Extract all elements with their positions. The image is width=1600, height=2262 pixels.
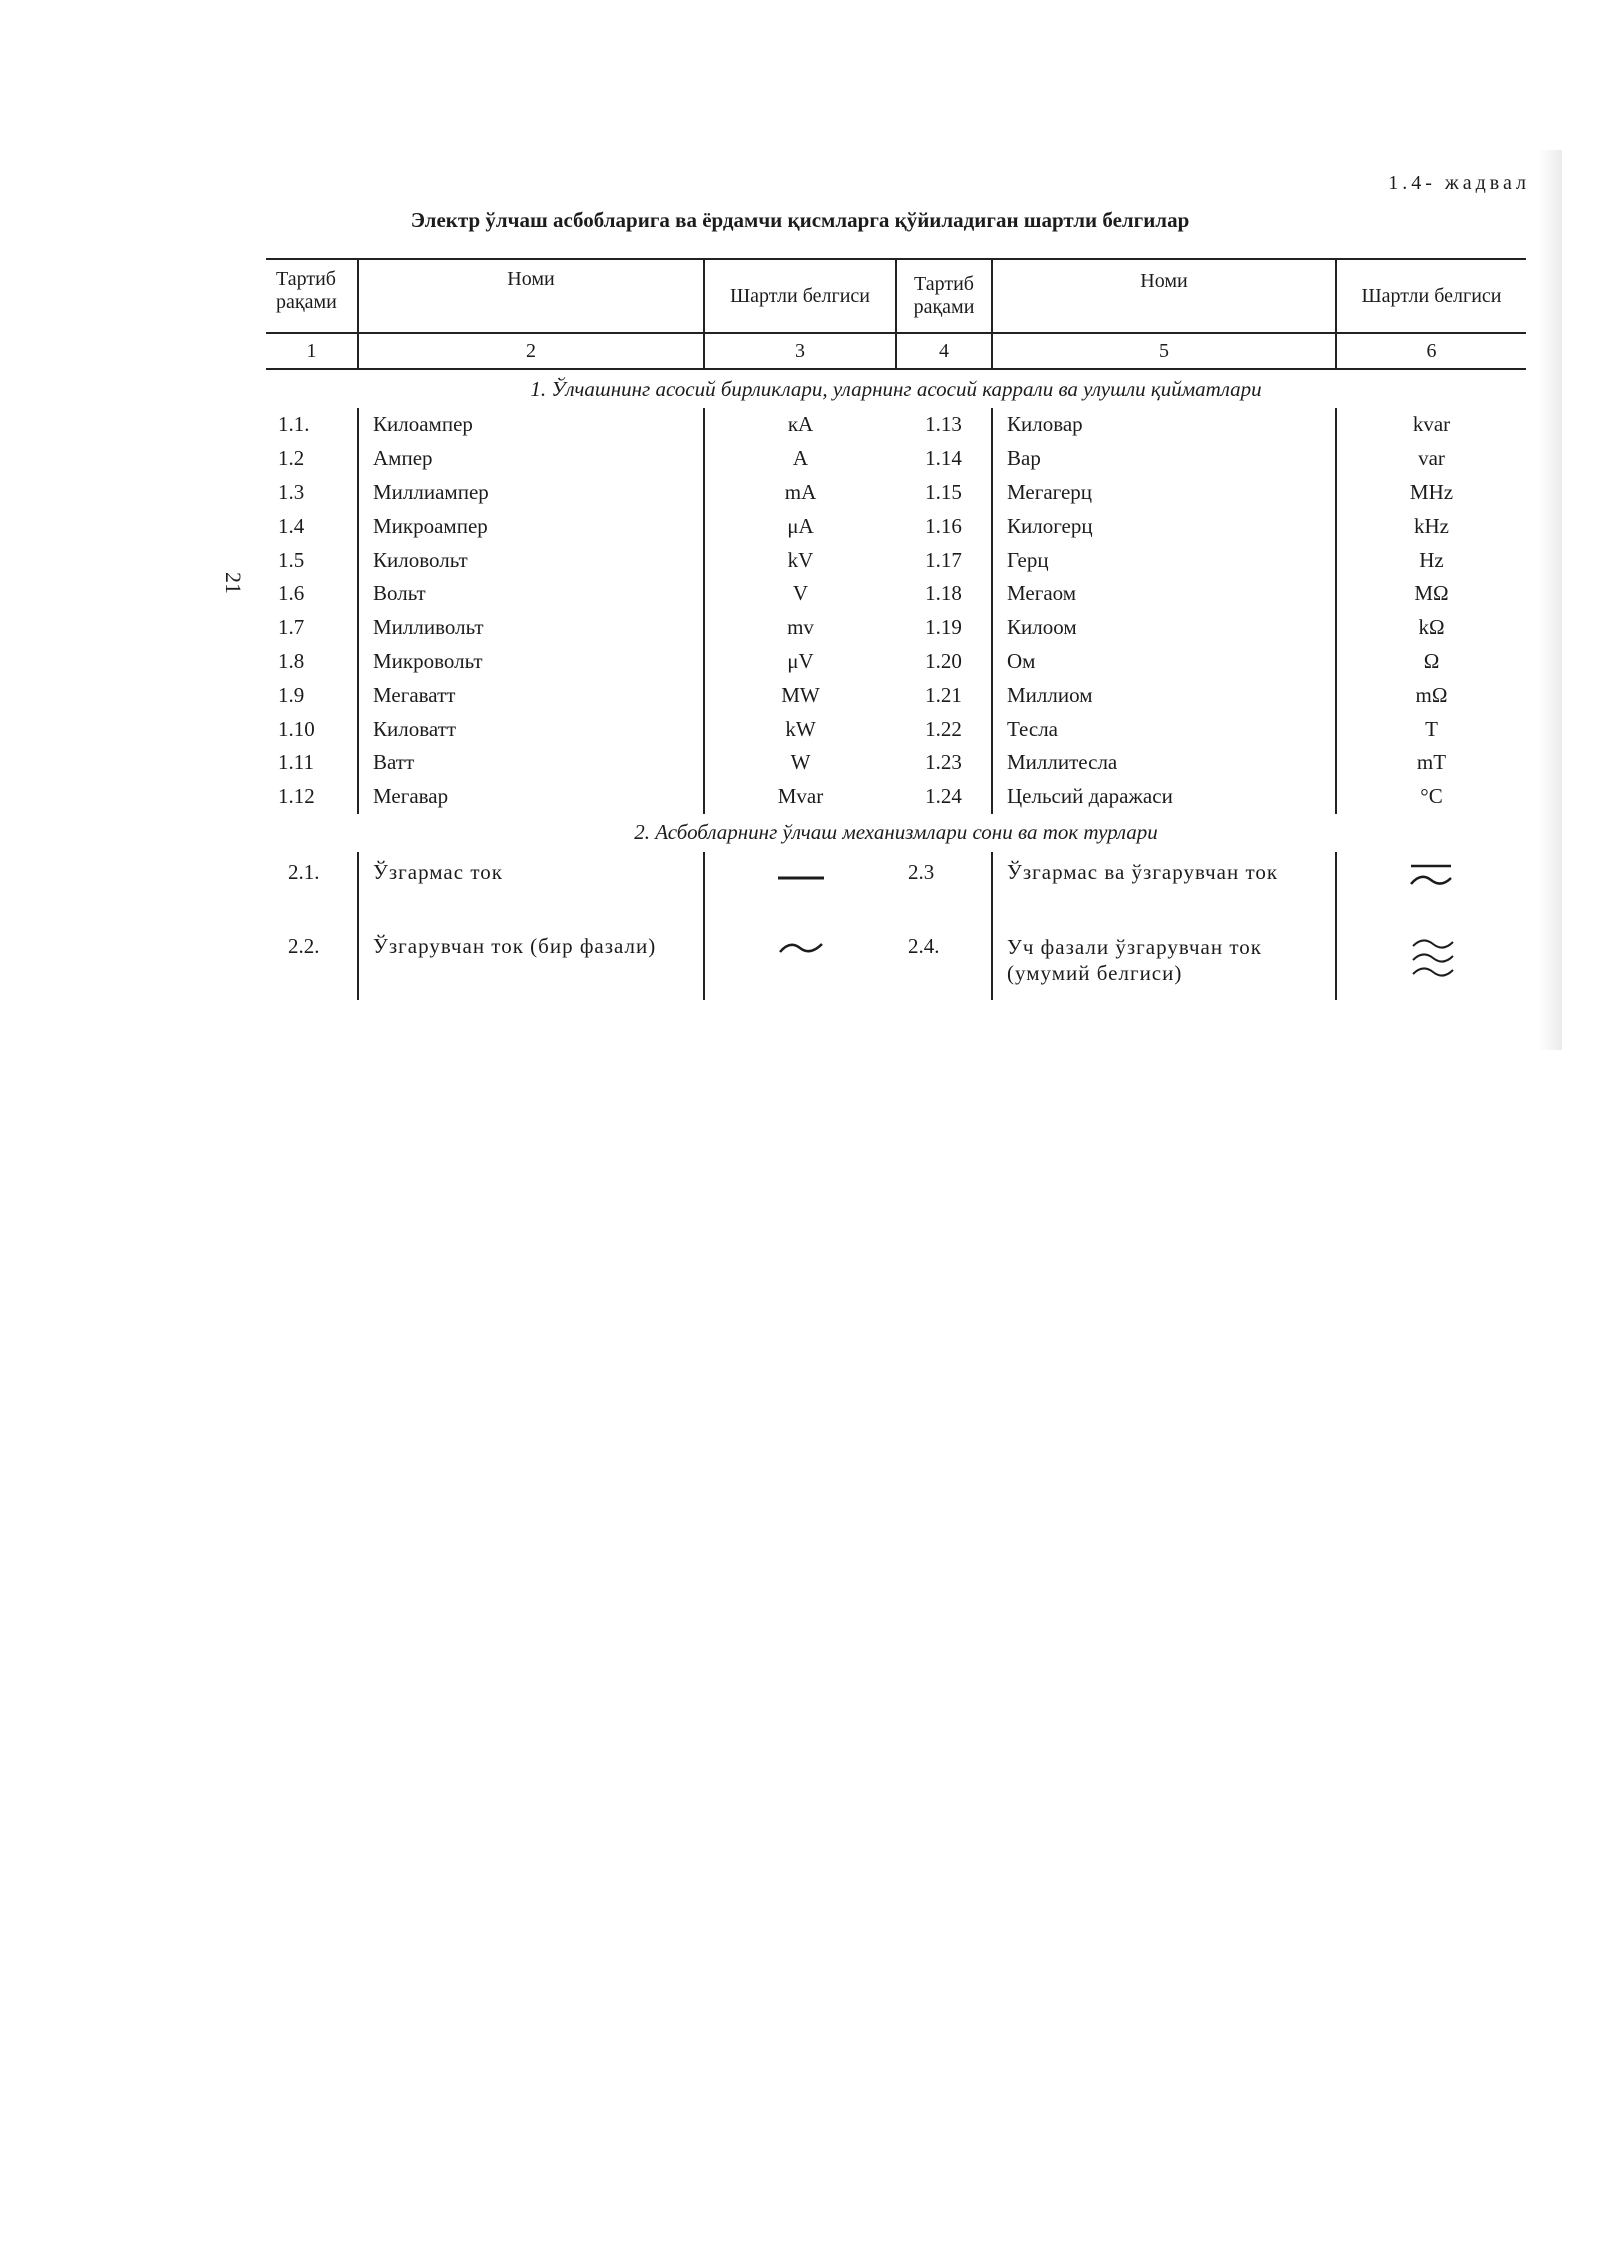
header-col5: Номи bbox=[992, 259, 1336, 333]
row-name-2: Киловар bbox=[992, 408, 1336, 442]
page-number: 21 bbox=[221, 572, 246, 594]
header-col1: Тартиб рақами bbox=[266, 259, 358, 333]
row-name: Микровольт bbox=[358, 645, 704, 679]
row-symbol: A bbox=[704, 442, 896, 476]
row-name: Килоампер bbox=[358, 408, 704, 442]
row-symbol-2: mT bbox=[1336, 746, 1526, 780]
row-symbol: μA bbox=[704, 509, 896, 543]
column-number: 4 bbox=[896, 333, 992, 369]
column-number: 1 bbox=[266, 333, 358, 369]
row-code-2: 1.18 bbox=[925, 581, 962, 606]
table-row bbox=[266, 442, 1526, 476]
table-row bbox=[266, 543, 1526, 577]
row-code-2: 1.21 bbox=[925, 682, 962, 707]
row-code: 1.2 bbox=[278, 446, 305, 471]
row-name: Ампер bbox=[358, 442, 704, 476]
table-row bbox=[266, 408, 1526, 442]
table-row bbox=[266, 577, 1526, 611]
row-code: 1.9 bbox=[278, 682, 305, 707]
row-name-2: Мегаом bbox=[992, 577, 1336, 611]
row-name: Мегавар bbox=[358, 780, 704, 814]
row-symbol-2: kHz bbox=[1336, 509, 1526, 543]
table-row bbox=[266, 780, 1526, 814]
section-2-heading-row bbox=[266, 814, 1526, 852]
row-code-2: 1.15 bbox=[925, 479, 962, 504]
row-symbol-2: Hz bbox=[1336, 543, 1526, 577]
row-name-2: Цельсий даражаси bbox=[992, 780, 1336, 814]
column-number-row bbox=[266, 333, 1526, 369]
section-2-title: 2. Асбобларнинг ўлчаш механизмлари сони ва ток турлари bbox=[634, 820, 1158, 845]
table-row bbox=[266, 678, 1526, 712]
row-code: 1.6 bbox=[278, 581, 305, 606]
row-symbol-2: T bbox=[1336, 712, 1526, 746]
row-code: 1.12 bbox=[278, 784, 315, 809]
table-row bbox=[266, 746, 1526, 780]
units-table bbox=[266, 258, 1526, 1000]
table-row bbox=[266, 645, 1526, 679]
row-symbol-2: mΩ bbox=[1336, 678, 1526, 712]
row-symbol: kV bbox=[704, 543, 896, 577]
row-symbol-2: kvar bbox=[1336, 408, 1526, 442]
row-name-2: Ом bbox=[992, 645, 1336, 679]
row-code: 2.1. bbox=[288, 859, 320, 884]
three-phase-current-icon bbox=[1407, 934, 1457, 984]
table-row bbox=[266, 476, 1526, 510]
row-symbol: Mvar bbox=[704, 780, 896, 814]
table-row bbox=[266, 509, 1526, 543]
row-symbol: кА bbox=[704, 408, 896, 442]
table-row bbox=[266, 712, 1526, 746]
row-code: 1.8 bbox=[278, 648, 305, 673]
row-code-2: 1.22 bbox=[925, 716, 962, 741]
column-number: 2 bbox=[358, 333, 704, 369]
row-code-2: 1.20 bbox=[925, 648, 962, 673]
row-name-2: Килоом bbox=[992, 611, 1336, 645]
row-name: Киловольт bbox=[358, 543, 704, 577]
row-code-2: 1.16 bbox=[925, 513, 962, 538]
row-name-2: Миллитесла bbox=[992, 746, 1336, 780]
header-col4: Тартиб рақами bbox=[896, 259, 992, 333]
row-code-2: 1.14 bbox=[925, 446, 962, 471]
row-symbol: W bbox=[704, 746, 896, 780]
header-col2: Номи bbox=[358, 259, 704, 333]
row-code: 1.4 bbox=[278, 513, 305, 538]
alternating-current-icon bbox=[776, 936, 826, 960]
row-code: 1.10 bbox=[278, 716, 315, 741]
row-code: 1.3 bbox=[278, 479, 305, 504]
direct-current-icon bbox=[776, 862, 826, 886]
row-symbol: mA bbox=[704, 476, 896, 510]
row-symbol: kW bbox=[704, 712, 896, 746]
row-name: Ўзгарувчан ток (бир фазали) bbox=[358, 926, 704, 1000]
row-code: 1.1. bbox=[278, 412, 310, 437]
table-row bbox=[266, 611, 1526, 645]
row-name-2: Уч фазали ўзгарувчан ток (умумий белгиси) bbox=[992, 926, 1336, 1000]
row-code: 1.5 bbox=[278, 547, 305, 572]
row-code-2: 1.19 bbox=[925, 615, 962, 640]
row-code-2: 2.3 bbox=[908, 859, 935, 884]
row-symbol: mv bbox=[704, 611, 896, 645]
row-symbol-2: MΩ bbox=[1336, 577, 1526, 611]
row-code-2: 1.17 bbox=[925, 547, 962, 572]
table-reference: 1.4- жадвал bbox=[1388, 172, 1530, 194]
row-symbol-2: Ω bbox=[1336, 645, 1526, 679]
ac-dc-icon bbox=[1407, 860, 1457, 892]
row-code: 1.7 bbox=[278, 615, 305, 640]
row-symbol: μV bbox=[704, 645, 896, 679]
scan-edge-shadow bbox=[1538, 150, 1562, 1050]
row-name: Милливольт bbox=[358, 611, 704, 645]
row-name: Ўзгармас ток bbox=[358, 852, 704, 926]
document-title: Электр ўлчаш асбобларига ва ёрдамчи қисмларга қўйиладиган шартли белгилар bbox=[410, 208, 1190, 232]
row-name-2: Мегагерц bbox=[992, 476, 1336, 510]
row-symbol-2: °C bbox=[1336, 780, 1526, 814]
row-name: Мегаватт bbox=[358, 678, 704, 712]
row-code-2: 1.13 bbox=[925, 412, 962, 437]
row-symbol-2: var bbox=[1336, 442, 1526, 476]
row-symbol bbox=[704, 926, 896, 1000]
row-code-2: 1.24 bbox=[925, 784, 962, 809]
row-symbol bbox=[704, 852, 896, 926]
row-code-2: 1.23 bbox=[925, 750, 962, 775]
row-name-2: Тесла bbox=[992, 712, 1336, 746]
row-name: Ватт bbox=[358, 746, 704, 780]
row-name: Вольт bbox=[358, 577, 704, 611]
row-symbol-2: MHz bbox=[1336, 476, 1526, 510]
row-name-2: Герц bbox=[992, 543, 1336, 577]
row-symbol: V bbox=[704, 577, 896, 611]
row-name: Киловатт bbox=[358, 712, 704, 746]
row-code: 2.2. bbox=[288, 933, 320, 958]
row-name-2: Миллиом bbox=[992, 678, 1336, 712]
table-row bbox=[266, 926, 1526, 1000]
row-name: Миллиампер bbox=[358, 476, 704, 510]
row-symbol: MW bbox=[704, 678, 896, 712]
row-symbol-2: kΩ bbox=[1336, 611, 1526, 645]
row-name-2: Килогерц bbox=[992, 509, 1336, 543]
row-symbol-2 bbox=[1336, 926, 1526, 1000]
row-name-2: Вар bbox=[992, 442, 1336, 476]
row-symbol-2 bbox=[1336, 852, 1526, 926]
table-header-row bbox=[266, 259, 1526, 333]
row-code-2: 2.4. bbox=[908, 933, 940, 958]
table-row bbox=[266, 852, 1526, 926]
section-1-heading-row bbox=[266, 369, 1526, 408]
row-name-2: Ўзгармас ва ўзгарувчан ток bbox=[992, 852, 1336, 926]
row-code: 1.11 bbox=[278, 750, 314, 775]
column-number: 3 bbox=[704, 333, 896, 369]
column-number: 6 bbox=[1336, 333, 1526, 369]
column-number: 5 bbox=[992, 333, 1336, 369]
header-col6: Шартли белгиси bbox=[1336, 259, 1526, 333]
row-name: Микроампер bbox=[358, 509, 704, 543]
section-1-title: 1. Ўлчашнинг асосий бирликлари, уларнинг асосий каррали ва улушли қийматлари bbox=[530, 376, 1262, 401]
header-col3: Шартли белгиси bbox=[704, 259, 896, 333]
